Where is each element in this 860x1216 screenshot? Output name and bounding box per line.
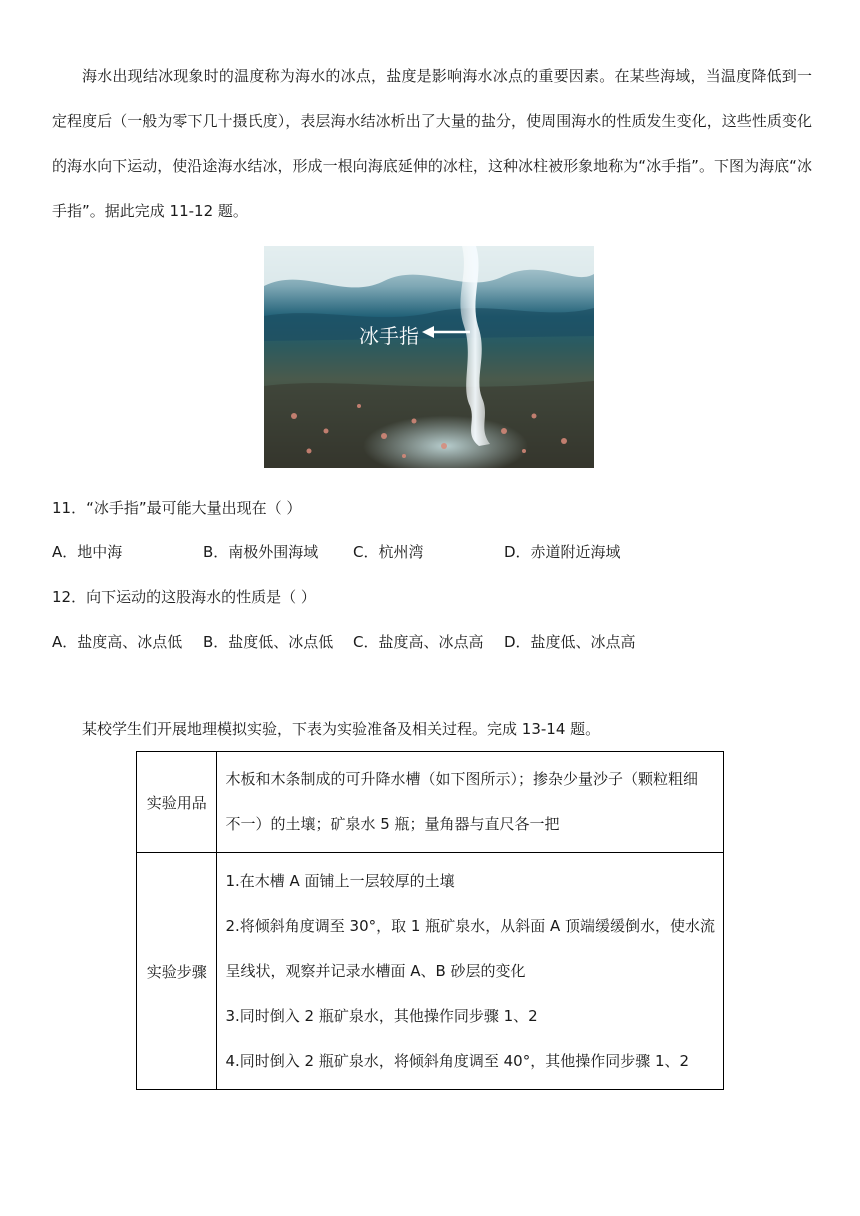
ice-finger-photo [264, 246, 594, 468]
row-content-materials [217, 752, 724, 853]
row-label-materials: 实验用品 [137, 752, 217, 853]
step-line: 3.同时倒入 2 瓶矿泉水，其他操作同步骤 1、2 [225, 1006, 538, 1025]
table-row [137, 853, 724, 1090]
q11-option-d: D．赤道附近海域 [504, 543, 621, 561]
row-content-steps [217, 853, 724, 1090]
passage-experiment: 某校学生们开展地理模拟实验，下表为实验准备及相关过程。完成 13-14 题。 [82, 720, 601, 738]
step-line: 4.同时倒入 2 瓶矿泉水，将倾斜角度调至 40°，其他操作同步骤 1、2 [225, 1051, 690, 1070]
q11-option-a: A．地中海 [52, 543, 123, 561]
ice-finger-label: 冰手指 [359, 324, 419, 348]
q11-option-b: B．南极外围海域 [203, 543, 319, 561]
q12-option-d: D．盐度低、冰点高 [504, 633, 636, 651]
experiment-table [136, 751, 724, 1090]
materials-line: 不一）的土壤；矿泉水 5 瓶；量角器与直尺各一把 [225, 815, 560, 833]
step-line: 2.将倾斜角度调至 30°，取 1 瓶矿泉水，从斜面 A 顶端缓缓倒水，使水流 [225, 916, 715, 935]
q12-option-a: A．盐度高、冰点低 [52, 633, 183, 651]
q11-option-c: C．杭州湾 [353, 543, 424, 561]
step-line: 呈线状，观察并记录水槽面 A、B 砂层的变化 [225, 961, 526, 980]
row-label-steps: 实验步骤 [137, 853, 217, 1090]
materials-line: 木板和木条制成的可升降水槽（如下图所示）；掺杂少量沙子（颗粒粗细 [225, 770, 698, 788]
question-11: 11．“冰手指”最可能大量出现在（ ） [52, 499, 302, 517]
passage-ice-finger: 海水出现结冰现象时的温度称为海水的冰点，盐度是影响海水冰点的重要因素。在某些海域，当温度降低到一定程度后（一般为零下几十摄氏度），表层海水结冰析出了大量的盐分，使周围海水的性质发生变化，这些性质变化的海水向下运动，使沿途海水结冰，形成一根向海底延伸的冰柱，这种冰柱被形象地称为“冰手指”。下图为海底“冰手指”。据此完成 11-12 题。 [52, 67, 812, 220]
q12-option-b: B．盐度低、冰点低 [203, 633, 334, 651]
step-line: 1.在木槽 A 面铺上一层较厚的土壤 [225, 871, 455, 890]
table-row [137, 752, 724, 853]
question-12: 12．向下运动的这股海水的性质是（ ） [52, 588, 316, 606]
q12-option-c: C．盐度高、冰点高 [353, 633, 484, 651]
